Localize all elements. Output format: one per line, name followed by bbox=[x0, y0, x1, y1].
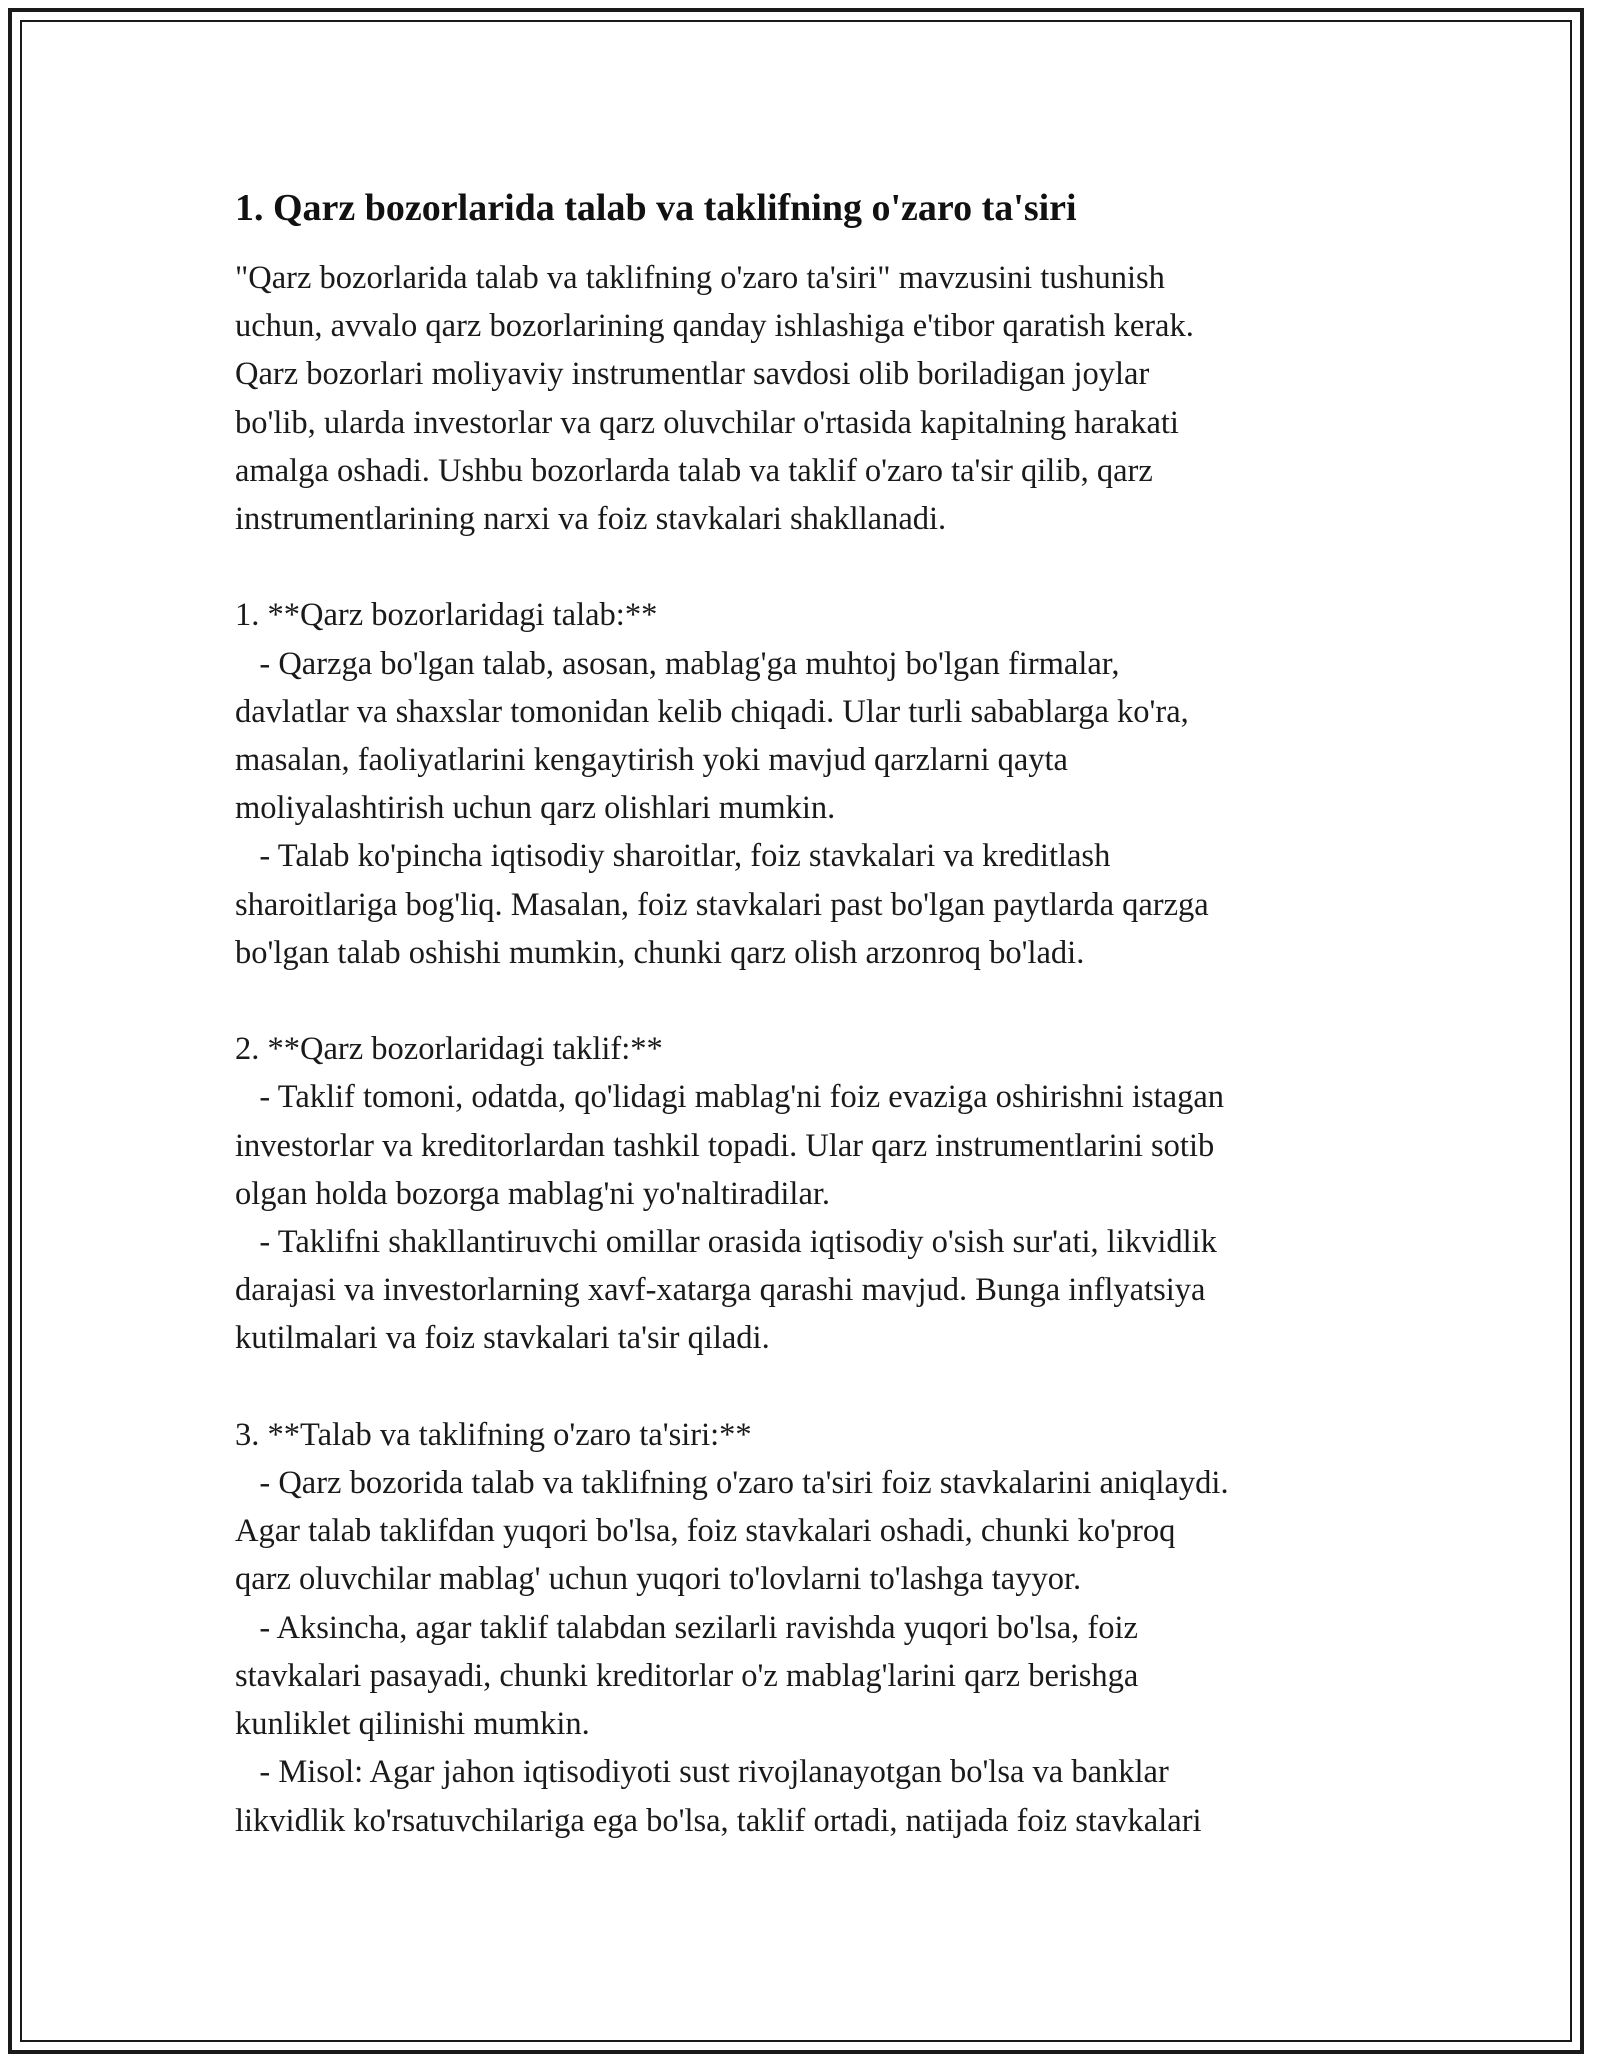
document-content bbox=[235, 184, 1385, 1845]
document-body: "Qarz bozorlarida talab va taklifning o'zaro ta'siri" mavzusini tushunish uchun, avvalo qarz bozorlarining qanday ishlashiga e'tibor qaratish kerak. Qarz bozorlari moliyaviy instrumentlar savdosi olib boriladigan joylar bo'lib, ularda investorlar va qarz oluvchilar o'rtasida kapitalning harakati amalga oshadi. Ushbu bozorlarda talab va taklif o'zaro ta'sir qilib, qarz instrumentlarining narxi va foiz stavkalari shakllanadi. 1. **Qarz bozorlaridagi talab:** - Qarzga bo'lgan talab, asosan, mablag'ga muhtoj bo'lgan firmalar, davlatlar va shaxslar tomonidan kelib chiqadi. Ular turli sabablarga ko'ra, masalan, faoliyatlarini kengaytirish yoki mavjud qarzlarni qayta moliyalashtirish uchun qarz olishlari mumkin. - Talab ko'pincha iqtisodiy sharoitlar, foiz stavkalari va kreditlash sharoitlariga bog'liq. Masalan, foiz stavkalari past bo'lgan paytlarda qarzga bo'lgan talab oshishi mumkin, chunki qarz olish arzonroq bo'ladi. 2. **Qarz bozorlaridagi taklif:** - Taklif tomoni, odatda, qo'lidagi mablag'ni foiz evaziga oshirishni istagan investorlar va kreditorlardan tashkil topadi. Ular qarz instrumentlarini sotib olgan holda bozorga mablag'ni yo'naltiradilar. - Taklifni shakllantiruvchi omillar orasida iqtisodiy o'sish sur'ati, likvidlik darajasi va investorlarning xavf-xatarga qarashi mavjud. Bunga inflyatsiya kutilmalari va foiz stavkalari ta'sir qiladi. 3. **Talab va taklifning o'zaro ta'siri:** - Qarz bozorida talab va taklifning o'zaro ta'siri foiz stavkalarini aniqlaydi. Agar talab taklifdan yuqori bo'lsa, foiz stavkalari oshadi, chunki ko'proq qarz oluvchilar mablag' uchun yuqori to'lovlarni to'lashga tayyor. - Aksincha, agar taklif talabdan sezilarli ravishda yuqori bo'lsa, foiz stavkalari pasayadi, chunki kreditorlar o'z mablag'larini qarz berishga kunliklet qilinishi mumkin. - Misol: Agar jahon iqtisodiyoti sust rivojlanayotgan bo'lsa va banklar likvidlik ko'rsatuvchilariga ega bo'lsa, taklif ortadi, natijada foiz stavkalari bbox=[235, 260, 1229, 1839]
document-title: 1. Qarz bozorlarida talab va taklifning o'zaro ta'siri bbox=[235, 187, 1077, 229]
